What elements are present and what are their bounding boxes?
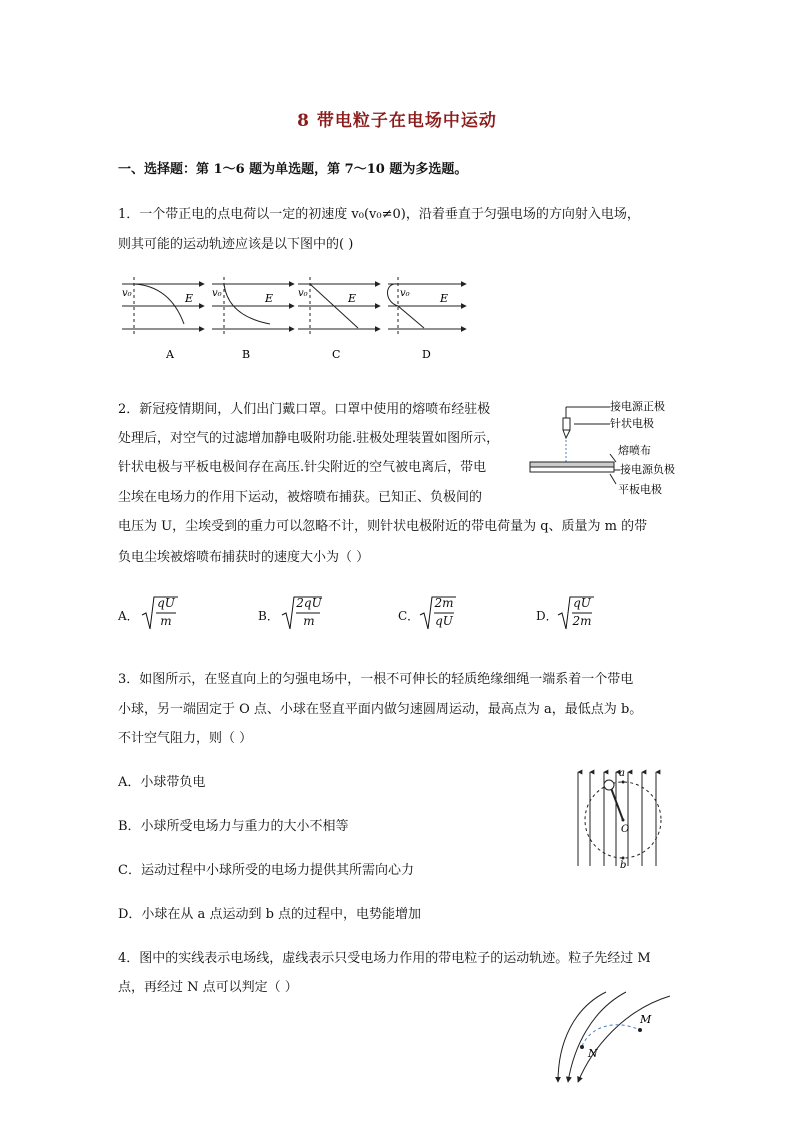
- q1-figures: [112, 272, 472, 372]
- q2-choice-c-letter: C．: [398, 609, 420, 623]
- q3-option-a: A．小球带负电: [118, 775, 206, 790]
- q2-choice-c-den: qU: [435, 614, 453, 628]
- q1-label-c: C: [332, 348, 341, 361]
- e-label: E: [185, 292, 194, 305]
- q2-line-5: 电压为 U，尘埃受到的重力可以忽略不计，则针状电极附近的带电荷量为 q、质量为 m 的带: [118, 519, 648, 534]
- section-heading: 一、选择题：第 1～6 题为单选题，第 7～10 题为多选题。: [118, 162, 468, 177]
- q1-label-b: B: [242, 348, 251, 361]
- q1-figure-c: [298, 277, 380, 361]
- q4-label-m: M: [640, 1013, 652, 1026]
- e-label: E: [348, 292, 357, 305]
- v0-label: v₀: [298, 288, 308, 299]
- v0-label: v₀: [400, 288, 410, 299]
- q3-figure: [572, 764, 676, 868]
- q4-line-1: 4．图中的实线表示电场线，虚线表示只受电场力作用的带电粒子的运动轨迹。粒子先经过 M: [118, 951, 651, 966]
- q2-choice-d-num: qU: [573, 596, 591, 610]
- q1-figure-b: [212, 277, 294, 361]
- e-label: E: [440, 292, 449, 305]
- q3-option-b: B．小球所受电场力与重力的大小不相等: [118, 819, 349, 834]
- q2-label-needle: 针状电极: [610, 417, 654, 430]
- q1-figure-d: [388, 277, 467, 361]
- q2-line-4: 尘埃在电场力的作用下运动，被熔喷布捕获。已知正、负极间的: [118, 490, 483, 505]
- q4-label-n: N: [588, 1047, 598, 1060]
- q2-choice-a-num: qU: [157, 596, 175, 610]
- e-label: E: [265, 292, 274, 305]
- q4-line-2: 点，再经过 N 点可以判定（ ）: [118, 980, 298, 995]
- q2-choice-b-den: m: [303, 614, 315, 628]
- q3-line-3: 不计空气阻力，则（ ）: [118, 731, 253, 746]
- q4-figure: [548, 990, 678, 1085]
- q2-label-pos: 接电源正极: [610, 400, 665, 413]
- q3-option-c: C．运动过程中小球所受的电场力提供其所需向心力: [118, 863, 414, 878]
- q3-label-b: b: [620, 860, 627, 868]
- q2-choice-a-den: m: [160, 614, 172, 628]
- q2-figure: [526, 394, 696, 504]
- v0-label: v₀: [212, 288, 222, 299]
- q3-label-o: O: [621, 824, 630, 835]
- q2-choice-c-num: 2m: [434, 596, 454, 610]
- q2-choice-b-letter: B．: [258, 609, 279, 623]
- q2-line-1: 2．新冠疫情期间，人们出门戴口罩。口罩中使用的熔喷布经驻极: [118, 402, 491, 417]
- q1-figure-a: [122, 277, 204, 361]
- q1-line-2: 则其可能的运动轨迹应该是以下图中的( ): [118, 237, 354, 252]
- q3-option-d: D．小球在从 a 点运动到 b 点的过程中，电势能增加: [118, 907, 422, 922]
- q1-label-a: A: [166, 348, 174, 361]
- q2-label-cloth: 熔喷布: [618, 444, 651, 457]
- v0-label: v₀: [122, 288, 132, 299]
- q2-choice-d-den: 2m: [572, 614, 592, 628]
- q2-line-3: 针状电极与平板电极间存在高压.针尖附近的空气被电离后，带电: [118, 460, 487, 475]
- q2-label-neg: 接电源负极: [620, 463, 675, 476]
- q2-line-6: 负电尘埃被熔喷布捕获时的速度大小为（ ）: [118, 550, 370, 565]
- q2-label-plate: 平板电极: [618, 483, 662, 496]
- q2-line-2: 处理后，对空气的过滤增加静电吸附功能.驻极处理装置如图所示，: [118, 431, 500, 446]
- q2-choice-b-num: 2qU: [296, 596, 322, 610]
- q2-choice-d-letter: D．: [536, 609, 558, 623]
- q1-line-1: 1．一个带正电的点电荷以一定的初速度 v₀(v₀≠0)，沿着垂直于匀强电场的方向射入电场，: [118, 207, 640, 222]
- q3-label-a: a: [619, 768, 625, 779]
- q3-line-1: 3．如图所示，在竖直向上的匀强电场中，一根不可伸长的轻质绝缘细绳一端系着一个带电: [118, 672, 634, 687]
- page-title: 8 带电粒子在电场中运动: [297, 111, 497, 131]
- q2-choice-a-letter: A．: [118, 609, 139, 623]
- q1-label-d: D: [422, 348, 431, 361]
- q3-line-2: 小球，另一端固定于 O 点、小球在竖直平面内做匀速圆周运动，最高点为 a，最低点为 b。: [118, 702, 643, 717]
